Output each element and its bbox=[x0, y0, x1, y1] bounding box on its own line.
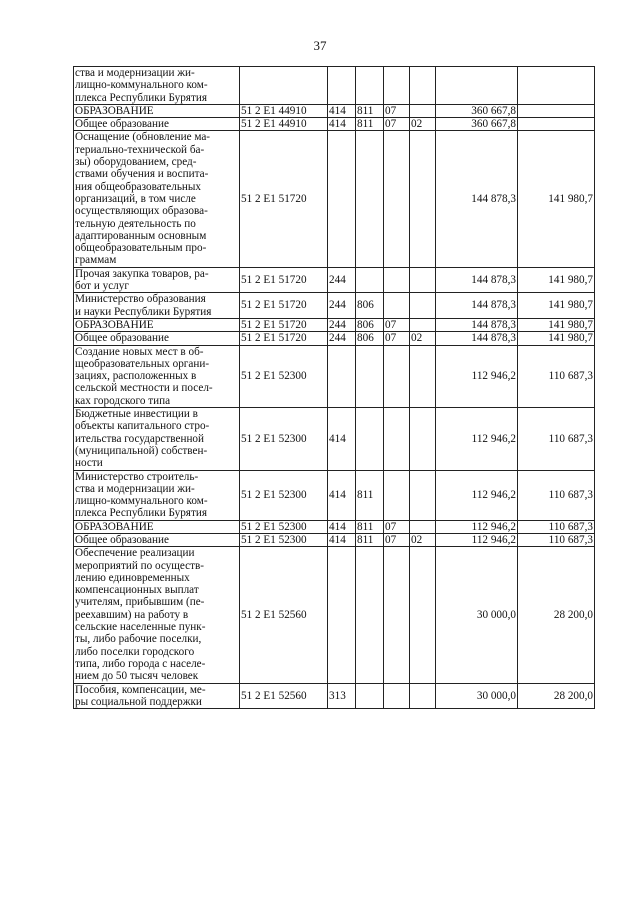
row-section-cell bbox=[384, 131, 410, 267]
row-expense-type-cell bbox=[328, 131, 356, 267]
table-row bbox=[74, 470, 595, 520]
row-amount-2-cell: 141 980,7 bbox=[518, 318, 595, 331]
row-name-cell: Бюджетные инвестиции в объекты капитального стро- ительства государственной (муниципальной) собствен- ности bbox=[74, 408, 240, 470]
page-number: 37 bbox=[313, 38, 327, 53]
row-amount-1-cell: 144 878,3 bbox=[436, 332, 518, 345]
budget-table-body bbox=[74, 67, 595, 709]
row-expense-type-cell: 414 bbox=[328, 104, 356, 117]
row-section-cell bbox=[384, 67, 410, 105]
row-department-cell bbox=[356, 131, 384, 267]
row-expense-type-cell: 313 bbox=[328, 683, 356, 709]
row-code-cell: 51 2 E1 44910 bbox=[240, 118, 328, 131]
row-department-cell bbox=[356, 547, 384, 683]
row-amount-2-cell bbox=[518, 104, 595, 117]
row-name-cell: ства и модернизации жи- лищно-коммунального ком- плекса Республики Бурятия bbox=[74, 67, 240, 105]
row-expense-type-cell bbox=[328, 67, 356, 105]
row-subsection-cell bbox=[410, 293, 436, 319]
row-amount-2-cell: 28 200,0 bbox=[518, 683, 595, 709]
row-section-cell bbox=[384, 267, 410, 293]
row-subsection-cell: 02 bbox=[410, 332, 436, 345]
row-department-cell: 811 bbox=[356, 470, 384, 520]
row-amount-1-cell: 144 878,3 bbox=[436, 267, 518, 293]
row-amount-2-cell: 110 687,3 bbox=[518, 520, 595, 533]
row-name-cell: Обеспечение реализации мероприятий по осуществ- лению единовременных компенсационных выплат учителям, прибывшим (пе- реехавшим) на работу в сельские населенные пунк- ты, либо рабочие поселки, либо поселки городского типа, либо города с населе- нием до 50 тысяч человек bbox=[74, 547, 240, 683]
row-section-cell bbox=[384, 293, 410, 319]
table-row bbox=[74, 520, 595, 533]
row-code-cell: 51 2 E1 52300 bbox=[240, 345, 328, 407]
row-expense-type-cell: 414 bbox=[328, 408, 356, 470]
row-section-cell: 07 bbox=[384, 104, 410, 117]
row-amount-1-cell: 112 946,2 bbox=[436, 470, 518, 520]
row-amount-1-cell: 144 878,3 bbox=[436, 318, 518, 331]
row-amount-1-cell: 30 000,0 bbox=[436, 683, 518, 709]
row-department-cell: 811 bbox=[356, 104, 384, 117]
row-code-cell: 51 2 E1 52560 bbox=[240, 683, 328, 709]
row-amount-1-cell: 112 946,2 bbox=[436, 408, 518, 470]
row-amount-1-cell: 360 667,8 bbox=[436, 118, 518, 131]
row-section-cell: 07 bbox=[384, 533, 410, 546]
row-code-cell: 51 2 E1 51720 bbox=[240, 293, 328, 319]
row-name-cell: Прочая закупка товаров, ра- бот и услуг bbox=[74, 267, 240, 293]
table-row bbox=[74, 533, 595, 546]
row-name-cell: Общее образование bbox=[74, 332, 240, 345]
row-amount-2-cell: 141 980,7 bbox=[518, 131, 595, 267]
row-amount-2-cell bbox=[518, 67, 595, 105]
row-amount-2-cell: 110 687,3 bbox=[518, 470, 595, 520]
row-subsection-cell bbox=[410, 67, 436, 105]
table-row bbox=[74, 293, 595, 319]
row-code-cell bbox=[240, 67, 328, 105]
row-name-cell: Создание новых мест в об- щеобразовательных органи- зациях, расположенных в сельской местности и посел- ках городского типа bbox=[74, 345, 240, 407]
row-department-cell bbox=[356, 408, 384, 470]
table-row bbox=[74, 332, 595, 345]
row-department-cell bbox=[356, 67, 384, 105]
row-section-cell: 07 bbox=[384, 520, 410, 533]
row-department-cell bbox=[356, 267, 384, 293]
row-code-cell: 51 2 E1 51720 bbox=[240, 332, 328, 345]
table-row bbox=[74, 683, 595, 709]
row-department-cell: 806 bbox=[356, 293, 384, 319]
row-subsection-cell: 02 bbox=[410, 118, 436, 131]
row-amount-2-cell: 141 980,7 bbox=[518, 293, 595, 319]
row-subsection-cell bbox=[410, 318, 436, 331]
row-amount-1-cell: 144 878,3 bbox=[436, 131, 518, 267]
row-code-cell: 51 2 E1 52300 bbox=[240, 520, 328, 533]
row-subsection-cell bbox=[410, 104, 436, 117]
row-subsection-cell bbox=[410, 547, 436, 683]
row-section-cell bbox=[384, 547, 410, 683]
row-section-cell bbox=[384, 345, 410, 407]
row-expense-type-cell bbox=[328, 345, 356, 407]
row-section-cell bbox=[384, 470, 410, 520]
row-code-cell: 51 2 E1 52300 bbox=[240, 533, 328, 546]
budget-table bbox=[73, 66, 595, 709]
row-subsection-cell bbox=[410, 131, 436, 267]
row-subsection-cell: 02 bbox=[410, 533, 436, 546]
row-subsection-cell bbox=[410, 345, 436, 407]
row-department-cell: 811 bbox=[356, 520, 384, 533]
row-name-cell: Общее образование bbox=[74, 118, 240, 131]
row-code-cell: 51 2 E1 51720 bbox=[240, 267, 328, 293]
row-expense-type-cell: 414 bbox=[328, 533, 356, 546]
row-amount-2-cell: 28 200,0 bbox=[518, 547, 595, 683]
table-row bbox=[74, 408, 595, 470]
row-code-cell: 51 2 E1 51720 bbox=[240, 131, 328, 267]
table-row bbox=[74, 267, 595, 293]
row-name-cell: Общее образование bbox=[74, 533, 240, 546]
row-amount-2-cell: 110 687,3 bbox=[518, 533, 595, 546]
row-expense-type-cell: 244 bbox=[328, 318, 356, 331]
row-department-cell: 811 bbox=[356, 533, 384, 546]
table-row bbox=[74, 131, 595, 267]
row-name-cell: Пособия, компенсации, ме- ры социальной поддержки bbox=[74, 683, 240, 709]
row-department-cell: 806 bbox=[356, 332, 384, 345]
row-amount-2-cell: 110 687,3 bbox=[518, 408, 595, 470]
table-row bbox=[74, 318, 595, 331]
row-name-cell: Министерство строитель- ства и модернизации жи- лищно-коммунального ком- плекса Республики Бурятия bbox=[74, 470, 240, 520]
row-expense-type-cell: 414 bbox=[328, 470, 356, 520]
row-name-cell: ОБРАЗОВАНИЕ bbox=[74, 520, 240, 533]
row-code-cell: 51 2 E1 51720 bbox=[240, 318, 328, 331]
row-amount-2-cell bbox=[518, 118, 595, 131]
row-section-cell bbox=[384, 408, 410, 470]
row-code-cell: 51 2 E1 52300 bbox=[240, 408, 328, 470]
row-department-cell bbox=[356, 345, 384, 407]
table-row bbox=[74, 547, 595, 683]
row-subsection-cell bbox=[410, 408, 436, 470]
row-section-cell: 07 bbox=[384, 318, 410, 331]
row-amount-1-cell: 112 946,2 bbox=[436, 533, 518, 546]
row-name-cell: ОБРАЗОВАНИЕ bbox=[74, 318, 240, 331]
row-name-cell: Оснащение (обновление ма- териально-технической ба- зы) оборудованием, сред- ствами обучения и воспита- ния общеобразовательных организаций, в том числе осуществляющих образова- тельную деятельность по адаптированным основным общеобразовательным про- граммам bbox=[74, 131, 240, 267]
row-amount-1-cell bbox=[436, 67, 518, 105]
row-amount-1-cell: 360 667,8 bbox=[436, 104, 518, 117]
table-row bbox=[74, 104, 595, 117]
row-amount-2-cell: 141 980,7 bbox=[518, 267, 595, 293]
row-amount-1-cell: 144 878,3 bbox=[436, 293, 518, 319]
row-subsection-cell bbox=[410, 267, 436, 293]
row-expense-type-cell: 244 bbox=[328, 293, 356, 319]
row-name-cell: Министерство образования и науки Республики Бурятия bbox=[74, 293, 240, 319]
table-row bbox=[74, 67, 595, 105]
row-department-cell: 811 bbox=[356, 118, 384, 131]
row-amount-2-cell: 110 687,3 bbox=[518, 345, 595, 407]
row-section-cell: 07 bbox=[384, 118, 410, 131]
row-subsection-cell bbox=[410, 520, 436, 533]
row-amount-1-cell: 112 946,2 bbox=[436, 345, 518, 407]
row-department-cell: 806 bbox=[356, 318, 384, 331]
row-code-cell: 51 2 E1 52300 bbox=[240, 470, 328, 520]
row-expense-type-cell: 414 bbox=[328, 520, 356, 533]
row-department-cell bbox=[356, 683, 384, 709]
row-section-cell bbox=[384, 683, 410, 709]
row-name-cell: ОБРАЗОВАНИЕ bbox=[74, 104, 240, 117]
row-expense-type-cell: 414 bbox=[328, 118, 356, 131]
table-row bbox=[74, 345, 595, 407]
table-row bbox=[74, 118, 595, 131]
row-expense-type-cell: 244 bbox=[328, 267, 356, 293]
row-section-cell: 07 bbox=[384, 332, 410, 345]
row-amount-1-cell: 112 946,2 bbox=[436, 520, 518, 533]
row-subsection-cell bbox=[410, 470, 436, 520]
row-amount-2-cell: 141 980,7 bbox=[518, 332, 595, 345]
row-code-cell: 51 2 E1 44910 bbox=[240, 104, 328, 117]
row-expense-type-cell bbox=[328, 547, 356, 683]
row-subsection-cell bbox=[410, 683, 436, 709]
row-amount-1-cell: 30 000,0 bbox=[436, 547, 518, 683]
row-code-cell: 51 2 E1 52560 bbox=[240, 547, 328, 683]
row-expense-type-cell: 244 bbox=[328, 332, 356, 345]
